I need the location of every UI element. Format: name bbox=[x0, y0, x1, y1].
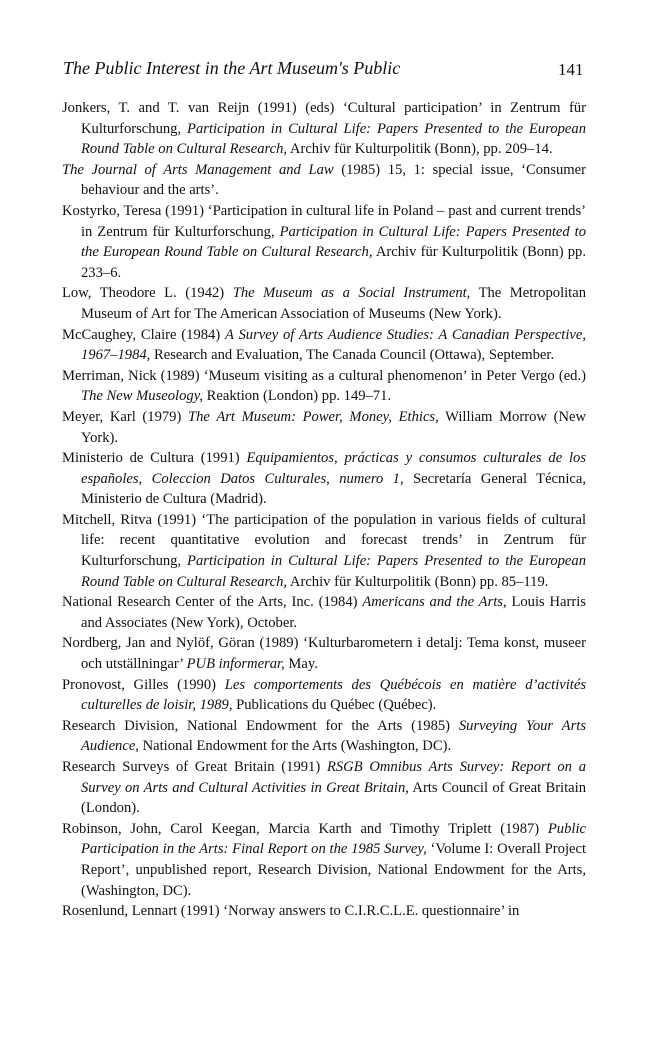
reference-entry: Nordberg, Jan and Nylöf, Göran (1989) ‘Kulturbarometern i detalj: Tema konst, museer och utställningar’ PUB informerar, May. bbox=[62, 635, 586, 673]
running-title: The Public Interest in the Art Museum's Public bbox=[63, 58, 401, 78]
reference-entry: Low, Theodore L. (1942) The Museum as a Social Instrument, The Metropolitan Museum of Art for The American Association of Museums (New York). bbox=[62, 285, 587, 322]
page-number: 141 bbox=[558, 60, 584, 79]
reference-entry: Pronovost, Gilles (1990) Les comportements des Québécois en matière d’activités culturelles de loisir, 1989, Publications du Québec (Québec). bbox=[62, 676, 586, 714]
reference-entry: National Research Center of the Arts, Inc. (1984) Americans and the Arts, Louis Harris and Associates (New York), October. bbox=[62, 594, 586, 631]
reference-entry: Mitchell, Ritva (1991) ‘The participation of the population in various fields of cultural life: recent quantitative evolution and forecast trends’ in Zentrum für Kulturforschung, Participation in Cultural Life: Papers Presented to the European Round Table on Cultural Research, Archiv für Kulturpolitik (Bonn) pp. 85–119. bbox=[62, 511, 587, 590]
reference-entry: Rosenlund, Lennart (1991) ‘Norway answers to C.I.R.C.L.E. questionnaire’ in bbox=[62, 903, 520, 920]
reference-entry: The Journal of Arts Management and Law (1985) 15, 1: special issue, ‘Consumer behaviour and the arts’. bbox=[62, 161, 586, 199]
reference-entry: Research Division, National Endowment for the Arts (1985) Surveying Your Arts Audience, National Endowment for the Arts (Washington, DC). bbox=[62, 717, 586, 755]
reference-entry: Research Surveys of Great Britain (1991) RSGB Omnibus Arts Survey: Report on a Survey on Arts and Cultural Activities in Great Britain, Arts Council of Great Britain (London). bbox=[62, 759, 586, 817]
reference-entry: McCaughey, Claire (1984) A Survey of Arts Audience Studies: A Canadian Perspective, 1967–1984, Research and Evaluation, The Canada Council (Ottawa), September. bbox=[62, 326, 586, 364]
reference-entry: Meyer, Karl (1979) The Art Museum: Power, Money, Ethics, William Morrow (New York). bbox=[62, 408, 586, 446]
reference-entry: Robinson, John, Carol Keegan, Marcia Karth and Timothy Triplett (1987) Public Participation in the Arts: Final Report on the 1985 Survey, ‘Volume I: Overall Project Report’, unpublished report, Research Division, National Endowment for the Arts, (Washington, DC). bbox=[62, 820, 587, 899]
reference-entry: Merriman, Nick (1989) ‘Museum visiting as a cultural phenomenon’ in Peter Vergo (ed.) The New Museology, Reaktion (London) pp. 149–71. bbox=[62, 367, 586, 405]
reference-entry: Jonkers, T. and T. van Reijn (1991) (eds) ‘Cultural participation’ in Zentrum für Kulturforschung, Participation in Cultural Life: Papers Presented to the European Round Table on Cultural Research, Archiv für Kulturpolitik (Bonn), pp. 209–14. bbox=[62, 100, 587, 158]
reference-list bbox=[62, 98, 586, 922]
reference-entry: Ministerio de Cultura (1991) Equipamientos, prácticas y consumos culturales de los españoles, Coleccion Datos Culturales, numero 1, Secretaría General Técnica, Ministerio de Cultura (Madrid). bbox=[62, 450, 586, 508]
running-head bbox=[63, 58, 585, 79]
reference-entry: Kostyrko, Teresa (1991) ‘Participation in cultural life in Poland – past and current trends’ in Zentrum für Kulturforschung, Participation in Cultural Life: Papers Presented to the European Round Table on Cultural Research, Archiv für Kulturpolitik (Bonn) pp. 233–6. bbox=[62, 202, 587, 281]
